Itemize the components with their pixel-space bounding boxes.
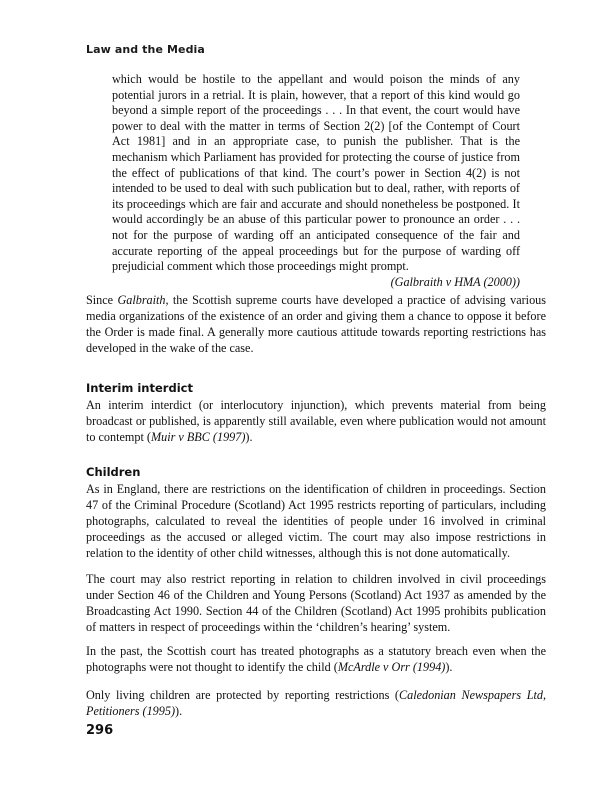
block-quote — [112, 72, 520, 290]
text-after: ). — [245, 430, 253, 444]
quote-citation: (Galbraith v HMA (2000)) — [390, 274, 520, 289]
text-after: , the Scottish supreme courts have developed a practice of advising various media organizations of the existence of an order and giving them a chance to oppose it before the Order is made final. A generally more cautious attitude towards reporting restrictions has developed in the wake of the case. — [86, 293, 547, 355]
paragraph-photographs — [86, 643, 546, 675]
paragraph-interim-interdict — [86, 397, 546, 445]
paragraph-children-civil: The court may also restrict reporting in relation to children involved in civil proceedings under Section 46 of the Children and Young Persons (Scotland) Act 1937 as amended by the Broadcasting Act 1990. Section 44 of the Children (Scotland) Act 1995 prohibits publication of matters in respect of proceedings within the ‘children’s hearing’ system. — [86, 572, 546, 634]
text-before: In the past, the Scottish court has treated photographs as a statutory breach even when the photographs were not thought to identify the child ( — [86, 644, 546, 674]
text-before: Since — [86, 293, 118, 307]
heading-children: Children — [86, 465, 141, 479]
case-name: McArdle v Orr (1994) — [337, 660, 446, 674]
text-before: An interim interdict (or interlocutory injunction), which prevents material from being broadcast or published, is apparently still available, even where publication would not amount to contempt ( — [86, 398, 546, 444]
case-name: Caledonian Newspapers Ltd, Petitioners (1995) — [86, 688, 547, 718]
running-head: Law and the Media — [86, 43, 205, 56]
case-name: Muir v BBC (1997) — [150, 430, 246, 444]
text-before: Only living children are protected by reporting restrictions ( — [86, 688, 399, 702]
paragraph-living-children — [86, 687, 546, 719]
text-after: ). — [175, 704, 183, 718]
paragraph-children-criminal: As in England, there are restrictions on the identification of children in proceedings. Section 47 of the Criminal Procedure (Scotland) Act 1995 restricts reporting of particulars, including photographs, calculated to reveal the identities of people under 16 involved in criminal proceedings as the accused or alleged victim. The court may also impose restrictions in relation to the identity of other child witnesses, although this is not done automatically. — [86, 482, 546, 560]
text-after: ). — [445, 660, 453, 674]
paragraph-since-galbraith — [86, 292, 546, 356]
page-number: 296 — [86, 723, 114, 738]
case-name: Galbraith — [117, 293, 166, 307]
heading-interim-interdict: Interim interdict — [86, 381, 193, 395]
quote-text: which would be hostile to the appellant and would poison the minds of any potential jurors in a retrial. It is plain, however, that a report of this kind would go beyond a simple report of the proceedings . . . In that event, the court would have power to deal with the matter in terms of Section 2(2) [of the Contempt of Court Act 1981] and in an appropriate case, to punish the publisher. That is the mechanism which Parliament has provided for protecting the course of justice from the effect of publications of that kind. The court’s power in Section 4(2) is not intended to be used to deal with such publication but to deal, rather, with reports of its proceedings which are fair and accurate and should nonetheless be postponed. It would accordingly be an abuse of this particular power to pronounce an order . . . not for the purpose of warding off an anticipated consequence of the fair and accurate reporting of the appeal proceedings but for the purpose of warding off prejudicial comment which those proceedings might prompt. — [112, 72, 520, 274]
